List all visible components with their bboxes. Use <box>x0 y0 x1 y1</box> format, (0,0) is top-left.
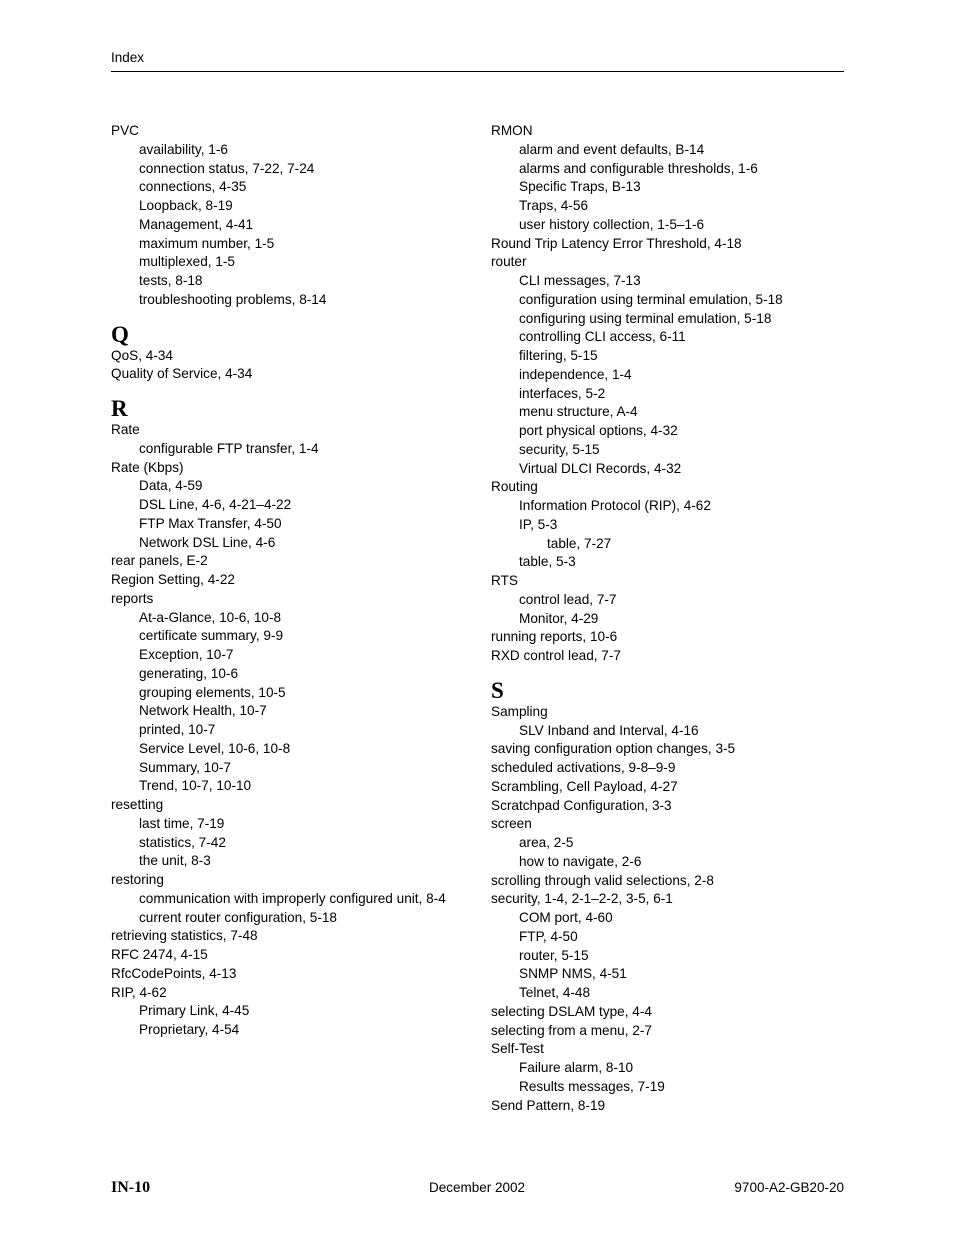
index-subentry: Loopback, 8-19 <box>139 198 233 213</box>
index-subentry: COM port, 4-60 <box>519 910 613 925</box>
index-subentry: how to navigate, 2-6 <box>519 853 642 869</box>
index-subentry: controlling CLI access, 6-11 <box>519 329 686 345</box>
footer-page-number: IN-10 <box>111 1179 151 1196</box>
index-entry: security, 1-4, 2-1–2-2, 3-5, 6-1 <box>491 891 673 907</box>
index-entry: QoS, 4-34 <box>111 347 173 363</box>
index-subentry: IP, 5-3 <box>519 516 558 532</box>
index-entry: Rate <box>111 422 140 437</box>
index-subentry: Monitor, 4-29 <box>519 610 599 626</box>
index-subentry: menu structure, A-4 <box>519 404 638 420</box>
index-subentry: statistics, 7-42 <box>139 834 226 850</box>
index-subentry: Information Protocol (RIP), 4-62 <box>519 498 711 513</box>
index-subentry: FTP, 4-50 <box>519 928 578 944</box>
index-subentry: Summary, 10-7 <box>139 759 231 775</box>
index-subentry: independence, 1-4 <box>519 366 632 382</box>
index-subentry: troubleshooting problems, 8-14 <box>139 291 327 307</box>
index-entry: Routing <box>491 479 538 495</box>
index-entry: Round Trip Latency Error Threshold, 4-18 <box>491 235 742 251</box>
index-entry: restoring <box>111 872 164 887</box>
index-subentry: Specific Traps, B-13 <box>519 179 641 195</box>
index-entry: RFC 2474, 4-15 <box>111 947 208 962</box>
index-letter-heading: Q <box>111 321 129 347</box>
index-entry: scheduled activations, 9-8–9-9 <box>491 760 676 775</box>
index-entry: selecting from a menu, 2-7 <box>491 1022 652 1038</box>
index-subentry: Exception, 10-7 <box>139 647 234 662</box>
index-column-right <box>491 122 851 1115</box>
header-section-label: Index <box>111 50 145 65</box>
index-subentry: multiplexed, 1-5 <box>139 254 235 270</box>
index-subentry: Results messages, 7-19 <box>519 1078 665 1094</box>
index-subentry: configurable FTP transfer, 1-4 <box>139 440 319 456</box>
header-rule <box>111 71 844 72</box>
index-subentry: Telnet, 4-48 <box>519 985 591 1000</box>
index-entry: RfcCodePoints, 4-13 <box>111 965 237 981</box>
index-subentry: maximum number, 1-5 <box>139 235 275 251</box>
index-letter-heading: R <box>111 396 128 421</box>
index-subentry: tests, 8-18 <box>139 273 203 288</box>
index-subentry: connections, 4-35 <box>139 179 247 195</box>
index-subentry: availability, 1-6 <box>139 141 228 157</box>
index-subentry: Traps, 4-56 <box>519 198 589 213</box>
index-entry: Self-Test <box>491 1041 544 1057</box>
index-subentry: security, 5-15 <box>519 441 600 457</box>
index-subentry: Network Health, 10-7 <box>139 703 267 719</box>
index-subentry: grouping elements, 10-5 <box>139 684 286 700</box>
index-entry: screen <box>491 816 532 832</box>
footer-doc-number: 9700-A2-GB20-20 <box>734 1180 844 1195</box>
index-subentry: connection status, 7-22, 7-24 <box>139 160 315 176</box>
index-subentry: user history collection, 1-5–1-6 <box>519 216 705 232</box>
index-subentry: communication with improperly configured unit, 8-4 <box>139 890 446 906</box>
index-subentry: current router configuration, 5-18 <box>139 909 337 925</box>
index-entry: PVC <box>111 123 139 138</box>
index-subentry: SLV Inband and Interval, 4-16 <box>519 722 699 738</box>
index-entry: RXD control lead, 7-7 <box>491 648 621 663</box>
index-subentry: configuration using terminal emulation, 5-18 <box>519 291 783 307</box>
index-subentry: At-a-Glance, 10-6, 10-8 <box>139 609 282 625</box>
index-subentry: printed, 10-7 <box>139 722 216 737</box>
index-entry: scrolling through valid selections, 2-8 <box>491 872 714 888</box>
index-entry: resetting <box>111 797 164 812</box>
index-entry: router <box>491 254 527 270</box>
index-subentry: SNMP NMS, 4-51 <box>519 966 627 982</box>
index-subentry: generating, 10-6 <box>139 665 239 681</box>
index-entry: selecting DSLAM type, 4-4 <box>491 1003 652 1019</box>
index-entry: Scratchpad Configuration, 3-3 <box>491 797 672 813</box>
index-subentry: alarms and configurable thresholds, 1-6 <box>519 160 758 176</box>
index-column-left <box>111 122 471 1040</box>
index-entry: Rate (Kbps) <box>111 459 184 475</box>
index-subentry: table, 7-27 <box>547 535 612 551</box>
index-entry: Send Pattern, 8-19 <box>491 1097 606 1113</box>
index-entry: Scrambling, Cell Payload, 4-27 <box>491 778 678 794</box>
index-entry: Sampling <box>491 703 548 719</box>
index-subentry: DSL Line, 4-6, 4-21–4-22 <box>139 497 292 512</box>
index-subentry: Primary Link, 4-45 <box>139 1003 250 1019</box>
index-entry: RTS <box>491 573 518 588</box>
index-entry: running reports, 10-6 <box>491 629 618 645</box>
index-entry: reports <box>111 590 154 606</box>
index-letter-heading: S <box>491 677 504 703</box>
index-subentry: FTP Max Transfer, 4-50 <box>139 515 282 531</box>
index-subentry: port physical options, 4-32 <box>519 423 678 438</box>
index-subentry: Virtual DLCI Records, 4-32 <box>519 460 682 476</box>
index-subentry: Service Level, 10-6, 10-8 <box>139 740 291 756</box>
index-subentry: filtering, 5-15 <box>519 348 598 363</box>
index-entry: RIP, 4-62 <box>111 984 167 1000</box>
index-entry: retrieving statistics, 7-48 <box>111 928 258 944</box>
index-entry: RMON <box>491 123 533 138</box>
index-subentry: configuring using terminal emulation, 5-18 <box>519 310 772 326</box>
index-entry: Region Setting, 4-22 <box>111 572 235 587</box>
index-subentry: interfaces, 5-2 <box>519 385 606 401</box>
index-subentry: CLI messages, 7-13 <box>519 273 641 288</box>
index-entry: saving configuration option changes, 3-5 <box>491 741 736 757</box>
index-subentry: last time, 7-19 <box>139 815 225 831</box>
index-subentry: Management, 4-41 <box>139 216 254 232</box>
index-subentry: the unit, 8-3 <box>139 853 211 869</box>
index-subentry: Network DSL Line, 4-6 <box>139 534 276 550</box>
index-subentry: Data, 4-59 <box>139 478 203 494</box>
index-subentry: area, 2-5 <box>519 835 574 850</box>
index-entry: Quality of Service, 4-34 <box>111 366 253 382</box>
index-subentry: Proprietary, 4-54 <box>139 1022 240 1037</box>
index-subentry: router, 5-15 <box>519 947 589 963</box>
index-entry: rear panels, E-2 <box>111 553 208 569</box>
index-subentry: certificate summary, 9-9 <box>139 628 284 644</box>
index-subentry: alarm and event defaults, B-14 <box>519 141 705 157</box>
index-subentry: Trend, 10-7, 10-10 <box>139 778 252 794</box>
index-subentry: control lead, 7-7 <box>519 591 617 607</box>
index-subentry: table, 5-3 <box>519 554 576 570</box>
index-subentry: Failure alarm, 8-10 <box>519 1060 634 1075</box>
footer-date: December 2002 <box>428 1180 526 1195</box>
